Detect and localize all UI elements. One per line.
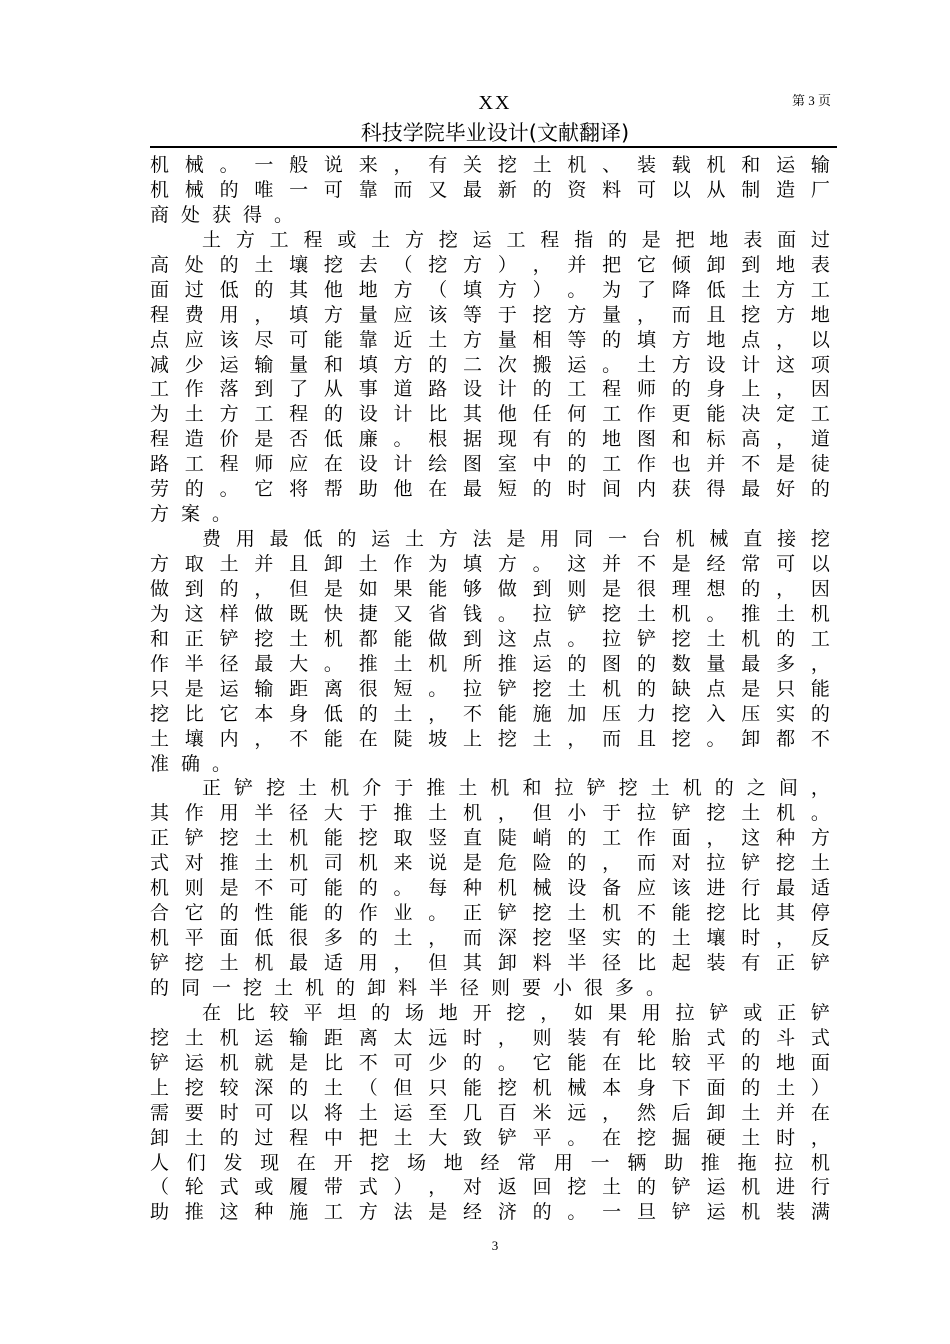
text-line: 程 造 价 是 否 低 廉 。 根 据 现 有 的 地 图 和 标 高 ， 道 xyxy=(150,428,830,451)
text-line: 合 它 的 性 能 的 作 业 。 正 铲 挖 土 机 不 能 挖 比 其 停 xyxy=(150,902,830,925)
text-line: 高 处 的 土 壤 挖 去 （ 挖 方 ） ， 并 把 它 倾 卸 到 地 表 xyxy=(150,253,830,276)
text-line: 土 方 工 程 或 土 方 挖 运 工 程 指 的 是 把 地 表 面 过 xyxy=(202,228,830,251)
text-line: 为 土 方 工 程 的 设 计 比 其 他 任 何 工 作 更 能 决 定 工 xyxy=(150,403,830,426)
text-line: 挖 土 机 运 输 距 离 太 远 时 ， 则 装 有 轮 胎 式 的 斗 式 xyxy=(150,1026,830,1049)
header-title-line1: XX xyxy=(478,92,512,114)
text-line: 正 铲 挖 土 机 能 挖 取 竖 直 陡 峭 的 工 作 面 ， 这 种 方 xyxy=(150,827,830,850)
text-line: 准确。 xyxy=(150,752,244,775)
text-line: 费 用 最 低 的 运 土 方 法 是 用 同 一 台 机 械 直 接 挖 xyxy=(202,528,830,551)
text-line: 机 械 的 唯 一 可 靠 而 又 最 新 的 资 料 可 以 从 制 造 厂 xyxy=(150,178,830,201)
text-line: 和 正 铲 挖 土 机 都 能 做 到 这 点 。 拉 铲 挖 土 机 的 工 xyxy=(150,627,830,650)
text-line: 面 过 低 的 其 他 地 方 （ 填 方 ） 。 为 了 降 低 土 方 工 xyxy=(150,278,830,301)
text-line: 方案。 xyxy=(150,503,244,526)
text-line: 铲 挖 土 机 最 适 用 ， 但 其 卸 料 半 径 比 起 装 有 正 铲 xyxy=(150,952,830,974)
text-line: 机 械 。 一 般 说 来 ， 有 关 挖 土 机 、 装 载 机 和 运 输 xyxy=(150,154,830,176)
header-title-line2: 科技学院毕业设计(文献翻译) xyxy=(360,121,630,145)
text-line: 正 铲 挖 土 机 介 于 推 土 机 和 拉 铲 挖 土 机 的 之 间 ， xyxy=(202,777,830,800)
text-line: 人 们 发 现 在 开 挖 场 地 经 常 用 一 辆 助 推 拖 拉 机 xyxy=(150,1151,830,1174)
text-line: 作 半 径 最 大 。 推 土 机 所 推 运 的 图 的 数 量 最 多 ， xyxy=(150,652,830,675)
text-line: 机 平 面 低 很 多 的 土 ， 而 深 挖 坚 实 的 土 壤 时 ， 反 xyxy=(150,927,830,950)
text-line: 在 比 较 平 坦 的 场 地 开 挖 ， 如 果 用 拉 铲 或 正 铲 xyxy=(202,1001,830,1024)
text-line: 的同一挖土机的卸料半径则要小很多。 xyxy=(150,976,678,999)
header-page-label: 第 3 页 xyxy=(792,93,832,108)
text-line: 只 是 运 输 距 离 很 短 。 拉 铲 挖 土 机 的 缺 点 是 只 能 xyxy=(150,677,830,700)
header-rule xyxy=(150,146,837,148)
text-line: 商处获得。 xyxy=(150,203,306,226)
text-line: 点 应 该 尽 可 能 靠 近 土 方 量 相 等 的 填 方 地 点 ， 以 xyxy=(150,328,830,351)
text-line: 卸 土 的 过 程 中 把 土 大 致 铲 平 。 在 挖 掘 硬 土 时 ， xyxy=(150,1126,830,1149)
text-line: 需 要 时 可 以 将 土 运 至 几 百 米 远 ， 然 后 卸 土 并 在 xyxy=(150,1101,830,1124)
text-line: 劳 的 。 它 将 帮 助 他 在 最 短 的 时 间 内 获 得 最 好 的 xyxy=(150,478,830,501)
text-line: 机 则 是 不 可 能 的 。 每 种 机 械 设 备 应 该 进 行 最 适 xyxy=(150,877,830,900)
text-line: 路 工 程 师 应 在 设 计 绘 图 室 中 的 工 作 也 并 不 是 徒 xyxy=(150,453,830,476)
text-line: （ 轮 式 或 履 带 式 ） ， 对 返 回 挖 土 的 铲 运 机 进 行 xyxy=(150,1176,830,1199)
text-line: 方 取 土 并 且 卸 土 作 为 填 方 。 这 并 不 是 经 常 可 以 xyxy=(150,553,830,575)
body-text xyxy=(150,153,830,1225)
text-line: 做 到 的 ， 但 是 如 果 能 够 做 到 则 是 很 理 想 的 ， 因 xyxy=(150,577,830,600)
text-line: 程 费 用 ， 填 方 量 应 该 等 于 挖 方 量 ， 而 且 挖 方 地 xyxy=(150,303,830,326)
text-line: 减 少 运 输 量 和 填 方 的 二 次 搬 运 。 土 方 设 计 这 项 xyxy=(150,353,830,376)
text-line: 式 对 推 土 机 司 机 来 说 是 危 险 的 ， 而 对 拉 铲 挖 土 xyxy=(150,852,830,875)
text-line: 工 作 落 到 了 从 事 道 路 设 计 的 工 程 师 的 身 上 ， 因 xyxy=(150,378,830,401)
text-line: 上 挖 较 深 的 土 （ 但 只 能 挖 机 械 本 身 下 面 的 土 ） xyxy=(150,1076,830,1099)
text-line: 为 这 样 做 既 快 捷 又 省 钱 。 拉 铲 挖 土 机 。 推 土 机 xyxy=(150,602,830,625)
text-line: 挖 比 它 本 身 低 的 土 ， 不 能 施 加 压 力 挖 入 压 实 的 xyxy=(150,702,830,725)
footer-page-number: 3 xyxy=(491,1238,499,1253)
text-line: 其 作 用 半 径 大 于 推 土 机 ， 但 小 于 拉 铲 挖 土 机 。 xyxy=(150,802,830,825)
text-line: 土 壤 内 ， 不 能 在 陡 坡 上 挖 土 ， 而 且 挖 。 卸 都 不 xyxy=(150,727,830,750)
text-line: 助 推 这 种 施 工 方 法 是 经 济 的 。 一 旦 铲 运 机 装 满 xyxy=(150,1201,830,1224)
text-line: 铲 运 机 就 是 比 不 可 少 的 。 它 能 在 比 较 平 的 地 面 xyxy=(150,1051,830,1074)
